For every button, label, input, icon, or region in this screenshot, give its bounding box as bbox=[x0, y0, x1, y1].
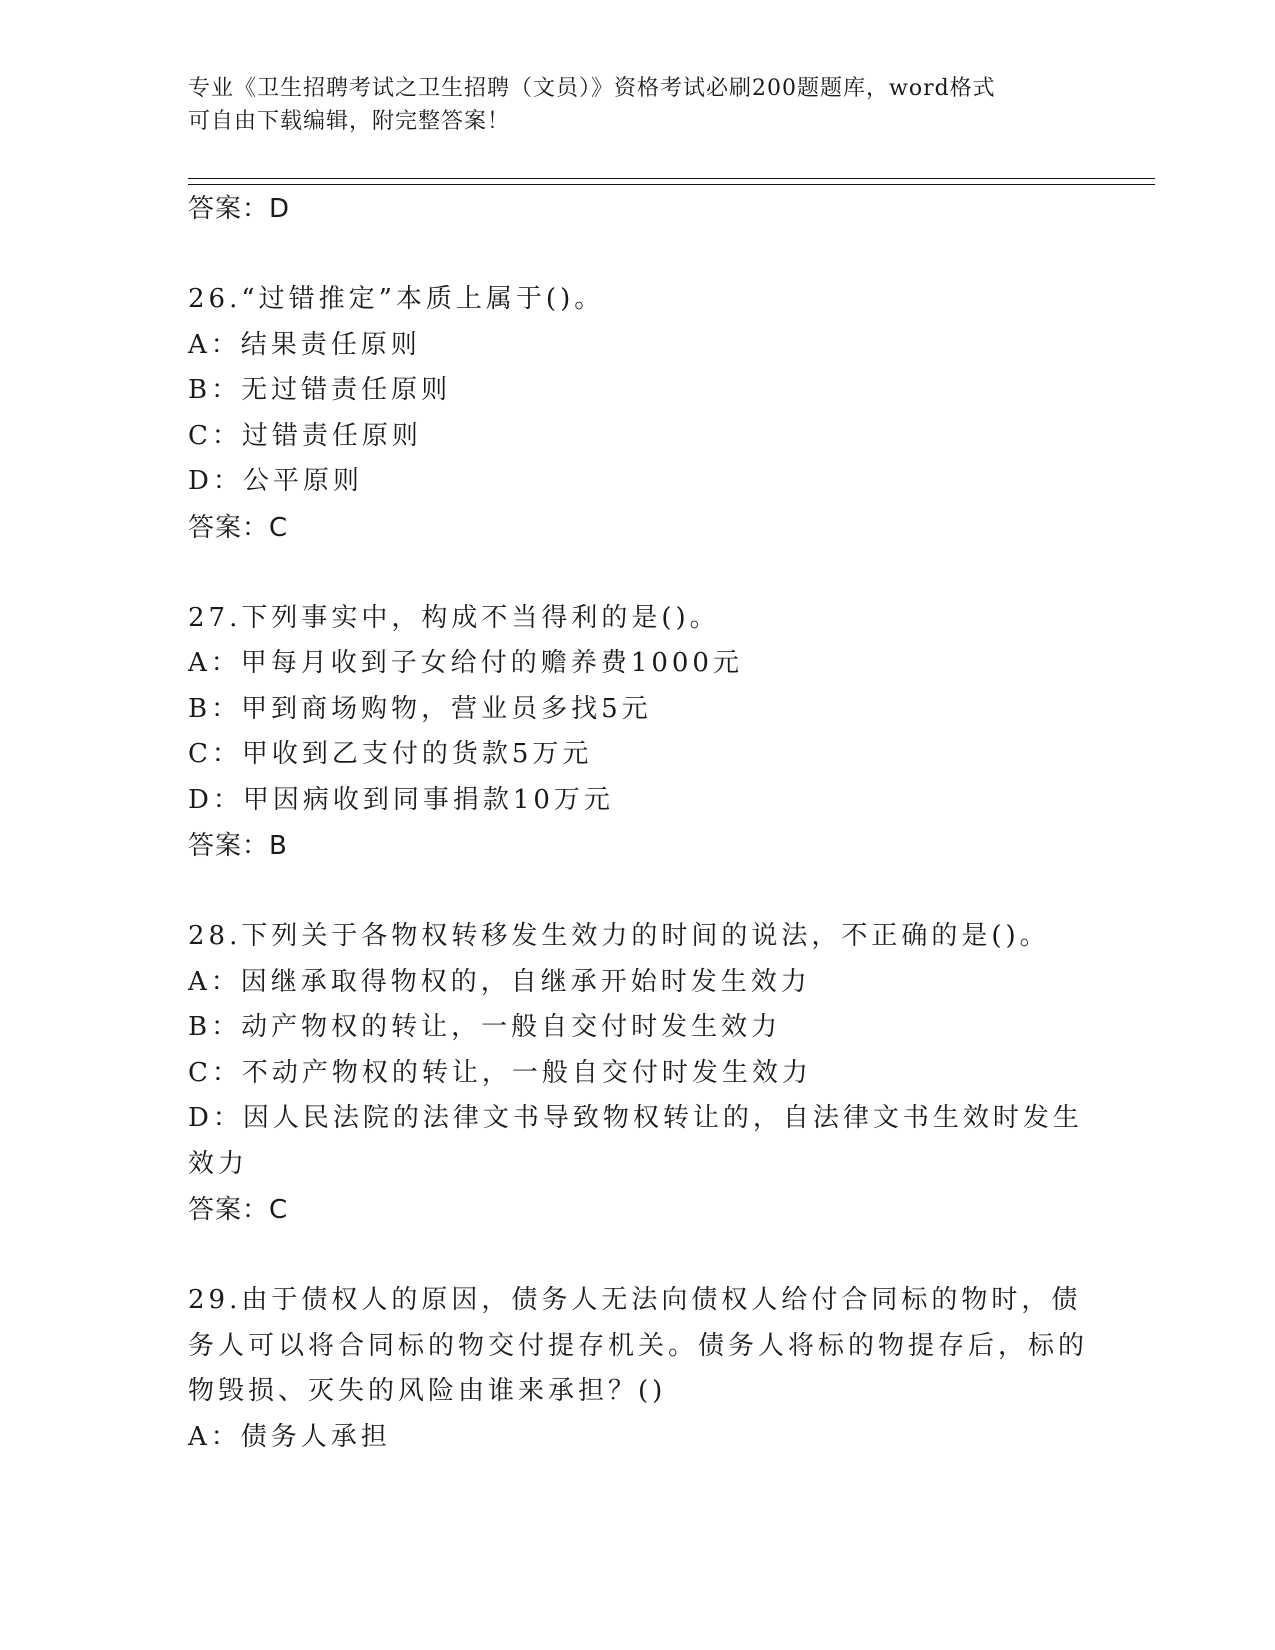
page-header bbox=[188, 72, 1068, 138]
answer: 答案：B bbox=[188, 831, 288, 861]
option-c: C：甲收到乙支付的货款5万元 bbox=[188, 739, 593, 769]
question-text: 27.下列事实中，构成不当得利的是()。 bbox=[188, 602, 720, 633]
option-c: C：过错责任原则 bbox=[188, 420, 422, 451]
header-line-2: 可自由下载编辑，附完整答案！ bbox=[188, 109, 511, 134]
option-a: A：债务人承担 bbox=[188, 1421, 391, 1452]
question-26 bbox=[188, 277, 1088, 551]
question-29 bbox=[188, 1278, 1088, 1460]
question-27 bbox=[188, 596, 1088, 870]
option-d: D：因人民法院的法律文书导致物权转让的，自法律文书生效时发生效力 bbox=[188, 1103, 1083, 1179]
answer: 答案：C bbox=[188, 1195, 289, 1225]
question-text: 29.由于债权人的原因，债务人无法向债权人给付合同标的物时，债务人可以将合同标的物交付提存机关。债务人将标的物提存后，标的物毁损、灭失的风险由谁来承担？() bbox=[188, 1285, 1089, 1406]
option-a: A：甲每月收到子女给付的赡养费1000元 bbox=[188, 648, 743, 678]
option-b: B：无过错责任原则 bbox=[188, 375, 452, 405]
option-a: A：结果责任原则 bbox=[188, 329, 421, 360]
option-d: D：甲因病收到同事捐款10万元 bbox=[188, 784, 614, 815]
header-line-1: 专业《卫生招聘考试之卫生招聘（文员）》资格考试必刷200题题库，word格式 bbox=[188, 76, 996, 101]
header-rule-bottom bbox=[188, 184, 1155, 185]
option-a: A：因继承取得物权的，自继承开始时发生效力 bbox=[188, 966, 811, 997]
question-text: 26.“过错推定”本质上属于()。 bbox=[188, 284, 605, 314]
option-b: B：甲到商场购物，营业员多找5元 bbox=[188, 693, 652, 724]
question-list bbox=[188, 186, 1088, 1460]
option-c: C：不动产物权的转让，一般自交付时发生效力 bbox=[188, 1057, 812, 1088]
option-d: D：公平原则 bbox=[188, 466, 363, 496]
question-28 bbox=[188, 914, 1088, 1233]
option-b: B：动产物权的转让，一般自交付时发生效力 bbox=[188, 1012, 782, 1042]
answer-25: 答案：D bbox=[188, 194, 291, 224]
header-rule-top bbox=[188, 178, 1155, 179]
answer: 答案：C bbox=[188, 512, 289, 543]
question-text: 28.下列关于各物权转移发生效力的时间的说法，不正确的是()。 bbox=[188, 921, 1050, 951]
